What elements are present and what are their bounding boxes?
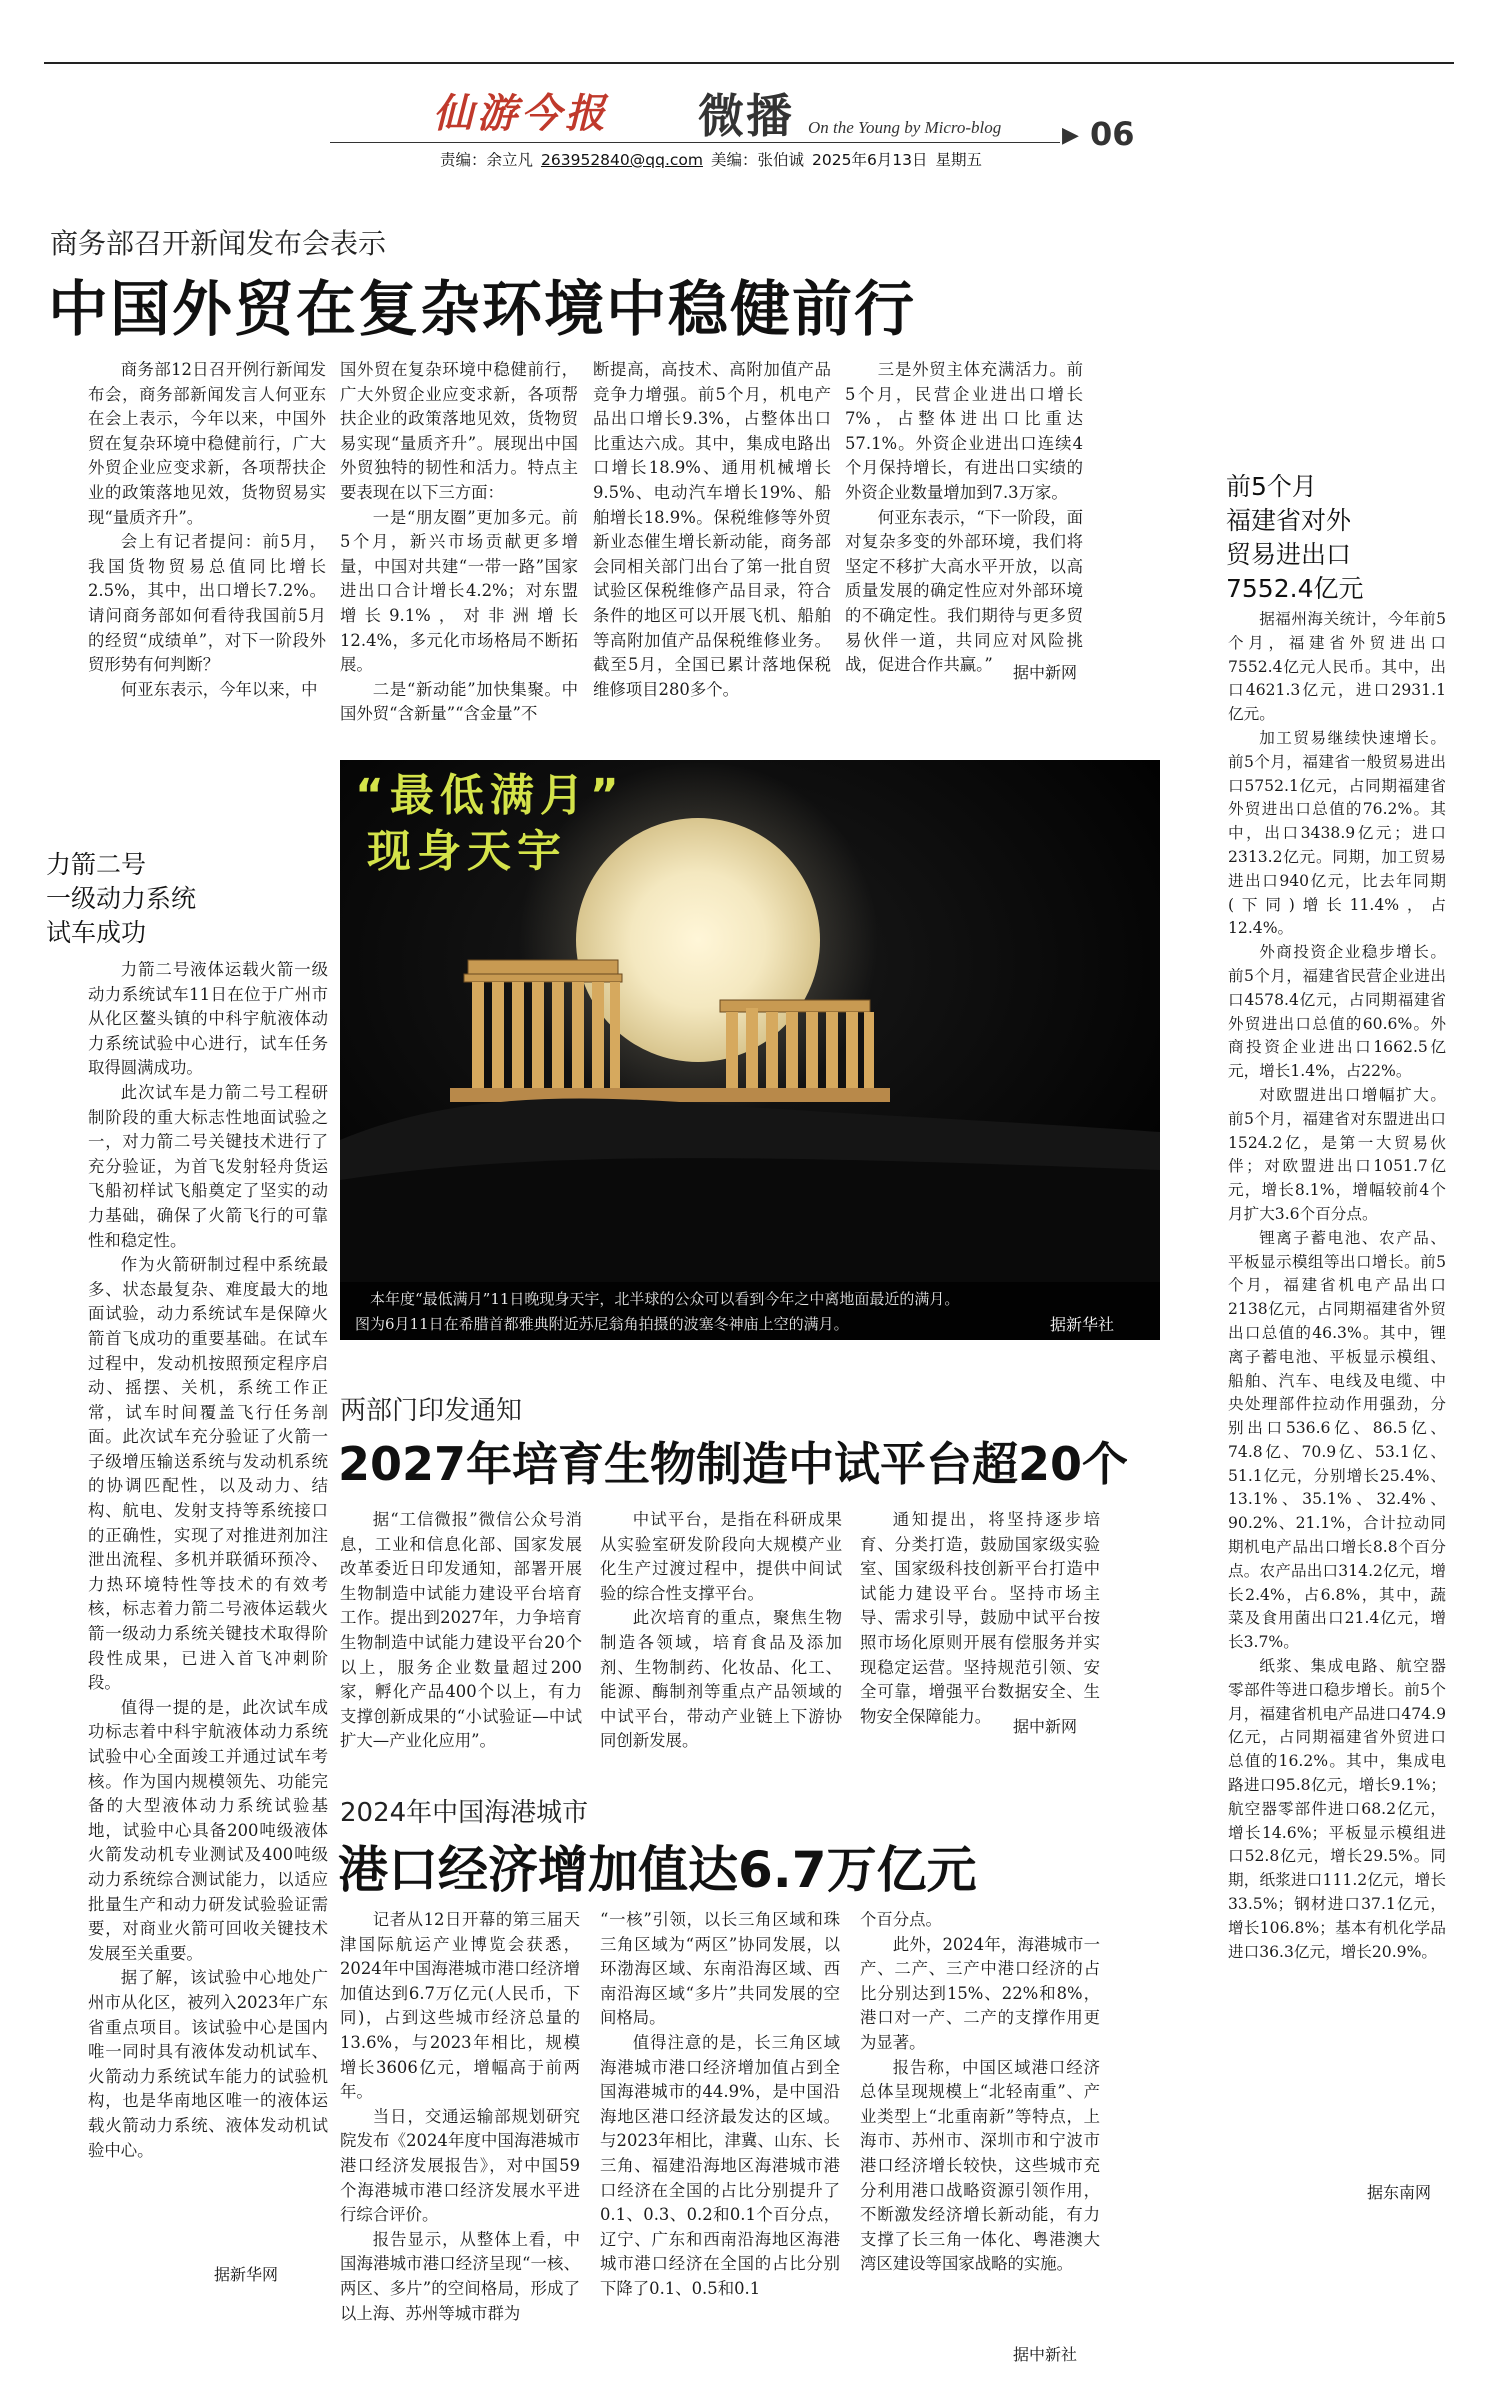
paragraph: 纸浆、集成电路、航空器零部件等进口稳步增长。前5个月，福建省机电产品进口474.9亿元，占同期福建省外贸进口总值的16.2%。其中，集成电路进口95.8亿元，增长9.1%；航空器零部件进口68.2亿元，增长14.6%；平板显示模组进口52.8亿元，增长29.5%。同期，纸浆进口111.2亿元，增长33.5%；钢材进口37.1亿元，增长106.8%；基本有机化学品进口36.3亿元，增长20.9%。	[1228, 1657, 1446, 1961]
rocket-body	[88, 958, 328, 2163]
port-source: 据中新社	[1013, 2345, 1078, 2364]
paragraph: 此次培育的重点，聚焦生物制造各领域，培育食品及添加剂、生物制药、化妆品、化工、能源、酶制剂等重点产品领域的中试平台，带动产业链上下游协同创新发展。	[600, 1608, 842, 1751]
lead-headline: 中国外贸在复杂环境中稳健前行	[48, 275, 916, 345]
paper-logo: 仙游今报	[433, 90, 609, 137]
paragraph: 此外，2024年，海港城市一产、二产、三产中港口经济的占比分别达到15%、22%和8%，港口对一产、二产的支撑作用更为显著。	[860, 1934, 1100, 2052]
paragraph: 个百分点。	[860, 1910, 942, 1929]
paragraph: 记者从12日开幕的第三届天津国际航运产业博览会获悉，2024年中国海港城市港口经济增加值达到6.7万亿元(人民币，下同)，占到这些城市经济总量的13.6%，与2023年相比，规模增长3606亿元，增幅高于前两年。	[340, 1910, 580, 2102]
pilot-headline: 2027年培育生物制造中试平台超20个	[338, 1437, 1129, 1491]
issue-weekday: 星期五	[935, 151, 983, 169]
photo-caption-line-1: 本年度“最低满月”11日晚现身天宇，北半球的公众可以看到今年之中离地面最近的满月。	[370, 1290, 960, 1308]
issue-date: 2025年6月13日	[812, 151, 928, 169]
paragraph: 当日，交通运输部规划研究院发布《2024年度中国海港城市港口经济发展报告》，对中国59个海港城市港口经济发展水平进行综合评价。	[340, 2106, 580, 2225]
paragraph: 作为火箭研制过程中系统最多、状态最复杂、难度最大的地面试验，动力系统试车是保障火箭首飞成功的重要基础。在试车过程中，发动机按照预定程序启动、摇摆、关机，系统工作正常，试车时间覆盖飞行任务剖面。此次试车充分验证了火箭一子级增压输送系统与发动机系统的协调匹配性，以及动力、结构、航电、发射支持等系统接口的正确性，实现了对推进剂加注泄出流程、多机并联循环预冷、力热环境特性等技术的有效考核，标志着力箭二号液体运载火箭一级动力系统关键技术取得阶段性成果，已进入首飞冲刺阶段。	[88, 1255, 328, 1693]
lead-kicker: 商务部召开新闻发布会表示	[50, 227, 387, 260]
page-arrow-icon: ▶	[1062, 123, 1079, 148]
pilot-kicker: 两部门印发通知	[340, 1396, 523, 1426]
pilot-col-1	[340, 1508, 582, 1754]
port-col-3	[860, 1908, 1100, 2277]
pilot-col-2	[600, 1508, 842, 1754]
page-number: 06	[1090, 115, 1135, 153]
fujian-title-line-2: 福建省对外	[1226, 506, 1352, 535]
paragraph: 会上有记者提问：前5月，我国货物贸易总值同比增长2.5%，其中，出口增长7.2%。请问商务部如何看待我国前5月的经贸“成绩单”，对下一阶段外贸形势有何判断？	[88, 532, 326, 675]
paragraph: 据“工信微报”微信公众号消息，工业和信息化部、国家发展改革委近日印发通知，部署开展生物制造中试能力建设平台培育工作。提出到2027年，力争培育生物制造中试能力建设平台20个以上，服务企业数量超过200家，孵化产品400个以上，有力支撑创新成果的“小试验证—中试扩大—产业化应用”。	[340, 1510, 582, 1751]
paragraph: 通知提出，将坚持逐步培育、分类打造，鼓励国家级实验室、国家级科技创新平台打造中试能力建设平台。坚持市场主导、需求引导，鼓励中试平台按照市场化原则开展有偿服务并实现稳定运营。坚持规范引领、安全可靠，增强平台数据安全、生物安全保障能力。	[860, 1510, 1100, 1726]
paragraph: 何亚东表示，“下一阶段，面对复杂多变的外部环境，我们将坚定不移扩大高水平开放，以高质量发展的确定性应对外部环境的不确定性。我们期待与更多贸易伙伴一道，共同应对风险挑战，促进合作共赢。”	[845, 507, 1083, 675]
port-kicker: 2024年中国海港城市	[340, 1798, 589, 1828]
paragraph: 国外贸在复杂环境中稳健前行，广大外贸企业应变求新，各项帮扶企业的政策落地见效，货物贸易实现“量质齐升”。展现出中国外贸独特的韧性和活力。特点主要表现在以下三方面：	[340, 360, 578, 502]
fujian-source: 据东南网	[1367, 2183, 1432, 2202]
rocket-title-line-1: 力箭二号	[46, 850, 147, 879]
paragraph: 断提高，高技术、高附加值产品竞争力增强。前5个月，机电产品出口增长9.3%，占整体出口比重达六成。其中，集成电路出口增长18.9%、通用机械增长9.5%、电动汽车增长19%、船舶增长18.9%。保税维修等外贸新业态催生增长新动能，商务部会同相关部门出台了第一批自贸试验区保税维修产品目录，符合条件的地区可以开展飞机、船舶等高附加值产品保税维修业务。截至5月，全国已累计落地保税维修项目280多个。	[593, 360, 831, 699]
port-col-2	[600, 1908, 840, 2302]
fujian-title-line-4: 7552.4亿元	[1226, 574, 1364, 603]
rocket-source: 据新华网	[214, 2265, 279, 2284]
top-rule	[44, 62, 1454, 64]
section-title: 微播	[698, 89, 794, 143]
rocket-title-line-3: 试车成功	[46, 918, 147, 947]
paragraph: 据福州海关统计，今年前5个月，福建省外贸进出口7552.4亿元人民币。其中，出口4621.3亿元，进口2931.1亿元。	[1228, 610, 1446, 724]
port-col-1	[340, 1908, 580, 2326]
section-subtitle: On the Young by Micro-blog	[808, 118, 1002, 137]
paragraph: 对欧盟进出口增幅扩大。前5个月，福建省对东盟进出口1524.2亿，是第一大贸易伙伴；对欧盟进出口1051.7亿元，增长8.1%，增幅较前4个月扩大3.6个百分点。	[1228, 1085, 1446, 1223]
photo-title	[355, 768, 625, 880]
fujian-title-line-1: 前5个月	[1226, 472, 1317, 501]
editor-info	[440, 148, 990, 170]
lead-col-1	[88, 358, 326, 702]
masthead-rule	[330, 142, 1060, 143]
lead-col-3	[593, 358, 831, 702]
paragraph: 锂离子蓄电池、农产品、平板显示模组等出口增长。前5个月，福建省机电产品出口2138亿元，占同期福建省外贸出口总值的46.3%。其中，锂离子蓄电池、平板显示模组、船舶、汽车、电线及电缆、中央处理部件拉动作用强劲，分别出口536.6亿、86.5亿、74.8亿、70.9亿、53.1亿、51.1亿元，分别增长25.4%、13.1%、35.1%、32.4%、90.2%、21.1%，合计拉动同期机电产品出口增长8.8个百分点。农产品出口314.2亿元，增长2.4%，占6.8%，其中，蔬菜及食用菌出口21.4亿元，增长3.7%。	[1228, 1228, 1446, 1652]
paragraph: “一核”引领，以长三角区域和珠三角区域为“两区”协同发展，以环渤海区域、东南沿海区域、西南沿海区域“多片”共同发展的空间格局。	[600, 1910, 840, 2028]
designer-label: 美编：张伯诚	[710, 151, 804, 169]
paragraph: 加工贸易继续快速增长。前5个月，福建省一般贸易进出口5752.1亿元，占同期福建省外贸进出口总值的76.2%。其中，出口3438.9亿元；进口2313.2亿元。同期，加工贸易进出口940亿元，比去年同期(下同)增长11.4%，占12.4%。	[1228, 728, 1446, 938]
photo-title-line-1: “最低满月”	[355, 770, 625, 821]
port-headline: 港口经济增加值达6.7万亿元	[338, 1841, 977, 1899]
paragraph: 二是“新动能”加快集聚。中国外贸“含新量”“含金量”不	[340, 679, 578, 724]
lead-col-2	[340, 358, 578, 727]
paragraph: 何亚东表示，今年以来，中	[120, 679, 318, 699]
fujian-body	[1228, 608, 1446, 1964]
pilot-col-3	[860, 1508, 1100, 1729]
paragraph: 此次试车是力箭二号工程研制阶段的重大标志性地面试验之一，对力箭二号关键技术进行了充分验证，为首飞发射轻舟货运飞船初样试飞船奠定了坚实的动力基础，确保了火箭飞行的可靠性和稳定性。	[88, 1082, 328, 1250]
lead-source: 据中新网	[1013, 663, 1078, 682]
paragraph: 三是外贸主体充满活力。前5个月，民营企业进出口增长7%，占整体进出口比重达57.1%。外资企业进出口连续4个月保持增长，有进出口实绩的外资企业数量增加到7.3万家。	[845, 360, 1083, 502]
paragraph: 中试平台，是指在科研成果从实验室研发阶段向大规模产业化生产过渡过程中，提供中间试验的综合性支撑平台。	[600, 1510, 842, 1603]
editor-email-link[interactable]: 263952840@qq.com	[541, 151, 703, 169]
photo-source: 据新华社	[1050, 1315, 1115, 1334]
rocket-title-line-2: 一级动力系统	[46, 884, 197, 913]
pilot-source: 据中新网	[1013, 1717, 1078, 1736]
editor-label: 责编：余立凡	[440, 151, 534, 169]
paragraph: 值得注意的是，长三角区域海港城市港口经济增加值占到全国海港城市的44.9%，是中国沿海地区港口经济最发达的区域。与2023年相比，津冀、山东、长三角、福建沿海地区海港城市港口经济在全国的占比分别提升了0.1、0.3、0.2和0.1个百分点，辽宁、广东和西南沿海地区海港城市港口经济在全国的占比分别下降了0.1、0.5和0.1	[600, 2032, 840, 2298]
paragraph: 外商投资企业稳步增长。前5个月，福建省民营企业进出口4578.4亿元，占同期福建省外贸进出口总值的60.6%。外商投资企业进出口1662.5亿元，增长1.4%，占22%。	[1228, 943, 1446, 1081]
fujian-title	[1226, 470, 1363, 606]
paragraph: 值得一提的是，此次试车成功标志着中科宇航液体动力系统试验中心全面竣工并通过试车考核。作为国内规模领先、功能完备的大型液体动力系统试验基地，试验中心具备200吨级液体火箭发动机专业测试及400吨级动力系统综合测试能力，以适应批量生产和动力研发试验验证需要，对商业火箭可回收关键技术发展至关重要。	[88, 1697, 328, 1963]
photo-title-line-2: 现身天宇	[367, 826, 567, 877]
paragraph: 商务部12日召开例行新闻发布会，商务部新闻发言人何亚东在会上表示，今年以来，中国外贸在复杂环境中稳健前行，广大外贸企业应变求新，各项帮扶企业的政策落地见效，货物贸易实现“量质齐升”。	[88, 360, 326, 527]
paragraph: 报告显示，从整体上看，中国海港城市港口经济呈现“一核、两区、多片”的空间格局，形成了以上海、苏州等城市群为	[340, 2229, 580, 2323]
paragraph: 报告称，中国区域港口经济总体呈现规模上“北轻南重”、产业类型上“北重南新”等特点，上海市、苏州市、深圳市和宁波市港口经济增长较快，这些城市充分利用港口战略资源引领作用，不断激发经济增长新动能，有力支撑了长三角一体化、粤港澳大湾区建设等国家战略的实施。	[860, 2057, 1100, 2274]
paragraph: 力箭二号液体运载火箭一级动力系统试车11日在位于广州市从化区鳌头镇的中科宇航液体动力系统试验中心进行，试车任务取得圆满成功。	[88, 960, 328, 1078]
fujian-title-line-3: 贸易进出口	[1226, 540, 1352, 569]
paragraph: 一是“朋友圈”更加多元。前5个月，新兴市场贡献更多增量，中国对共建“一带一路”国家进出口合计增长4.2%；对东盟增长9.1%，对非洲增长12.4%，多元化市场格局不断拓展。	[340, 507, 578, 675]
photo-caption-line-2: 图为6月11日在希腊首都雅典附近苏尼翁角拍摄的波塞冬神庙上空的满月。	[355, 1315, 849, 1333]
lead-col-4	[845, 358, 1083, 678]
rocket-title	[46, 848, 196, 950]
paragraph: 据了解，该试验中心地处广州市从化区，被列入2023年广东省重点项目。该试验中心是国内唯一同时具有液体发动机试车、火箭动力系统试车能力的试验机构，也是华南地区唯一的液体运载火箭动力系统、液体发动机试验中心。	[88, 1968, 328, 2160]
